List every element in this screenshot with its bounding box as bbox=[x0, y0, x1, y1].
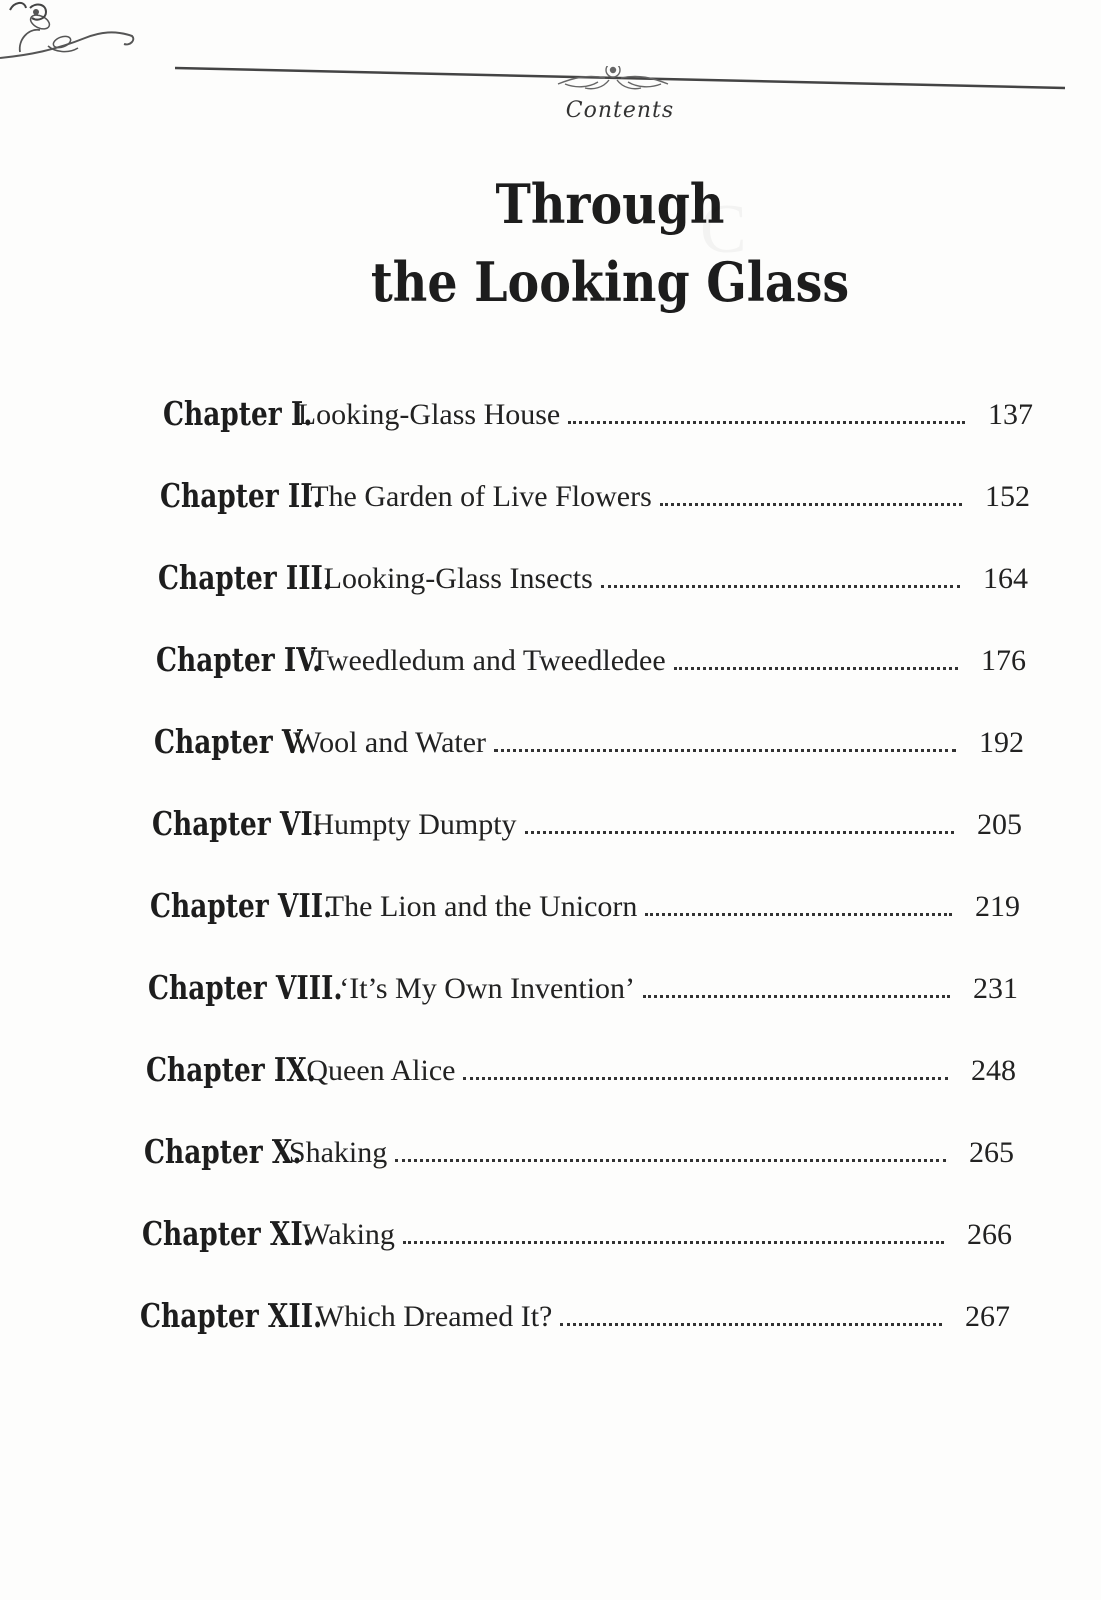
dot-leader bbox=[463, 1077, 948, 1080]
toc-entry[interactable] bbox=[144, 1108, 1014, 1171]
chapter-label: Chapter II. bbox=[160, 476, 322, 515]
dot-leader bbox=[403, 1241, 944, 1244]
chapter-title: Looking-Glass Insects bbox=[323, 562, 593, 595]
chapter-label: Chapter IV. bbox=[156, 640, 322, 679]
dot-leader bbox=[660, 503, 962, 506]
dot-leader bbox=[525, 831, 954, 834]
dot-leader bbox=[560, 1323, 942, 1326]
dot-leader bbox=[645, 913, 952, 916]
page-number: 137 bbox=[988, 398, 1033, 431]
dot-leader bbox=[395, 1159, 946, 1162]
chapter-title: Shaking bbox=[288, 1136, 388, 1169]
book-title bbox=[364, 165, 857, 321]
book-title-line-1: Through bbox=[495, 172, 725, 236]
chapter-label: Chapter VIII. bbox=[148, 968, 343, 1007]
chapter-title: Which Dreamed It? bbox=[315, 1300, 553, 1333]
dot-leader bbox=[643, 995, 950, 998]
book-title-line-2: the Looking Glass bbox=[370, 250, 850, 314]
header-rule-ornament bbox=[175, 66, 1065, 96]
page-number: 176 bbox=[981, 644, 1026, 677]
toc-entry[interactable] bbox=[148, 944, 1018, 1007]
page-number: 205 bbox=[977, 808, 1022, 841]
page-number: 267 bbox=[965, 1300, 1010, 1333]
chapter-label: Chapter IX. bbox=[146, 1050, 316, 1089]
page-number: 164 bbox=[983, 562, 1028, 595]
toc-entry[interactable] bbox=[152, 780, 1022, 843]
chapter-title: The Garden of Live Flowers bbox=[310, 480, 652, 513]
table-of-contents bbox=[0, 370, 1101, 1350]
toc-entry[interactable] bbox=[163, 370, 1033, 433]
chapter-label: Chapter V. bbox=[154, 722, 307, 761]
page-number: 152 bbox=[985, 480, 1030, 513]
chapter-title: Looking-Glass House bbox=[297, 398, 561, 431]
dot-leader bbox=[568, 421, 965, 424]
toc-entry[interactable] bbox=[156, 616, 1026, 679]
chapter-label: Chapter VI. bbox=[152, 804, 322, 843]
chapter-label: Chapter VII. bbox=[150, 886, 333, 925]
chapter-title: Queen Alice bbox=[306, 1054, 456, 1087]
chapter-title: Wool and Water bbox=[293, 726, 487, 759]
toc-entry[interactable] bbox=[150, 862, 1020, 925]
chapter-label: Chapter X. bbox=[144, 1132, 302, 1171]
chapter-label: Chapter XI. bbox=[142, 1214, 312, 1253]
toc-entry[interactable] bbox=[142, 1190, 1012, 1253]
toc-entry[interactable] bbox=[146, 1026, 1016, 1089]
dot-leader bbox=[674, 667, 958, 670]
chapter-label: Chapter I. bbox=[163, 394, 313, 433]
chapter-label: Chapter XII. bbox=[140, 1296, 323, 1335]
toc-entry[interactable] bbox=[140, 1272, 1010, 1335]
page-number: 192 bbox=[979, 726, 1024, 759]
toc-entry[interactable] bbox=[154, 698, 1024, 761]
running-head: Contents bbox=[565, 98, 675, 123]
dot-leader bbox=[601, 585, 960, 588]
bleed-through-text bbox=[700, 190, 747, 270]
page-number: 219 bbox=[975, 890, 1020, 923]
page-number: 248 bbox=[971, 1054, 1016, 1087]
page-number: 266 bbox=[967, 1218, 1012, 1251]
dot-leader bbox=[494, 749, 956, 752]
toc-entry[interactable] bbox=[158, 534, 1028, 597]
chapter-title: ‘It’s My Own Invention’ bbox=[339, 972, 636, 1005]
floral-corner-ornament bbox=[0, 0, 140, 75]
chapter-label: Chapter III. bbox=[158, 558, 333, 597]
chapter-title: Waking bbox=[302, 1218, 395, 1251]
chapter-title: Tweedledum and Tweedledee bbox=[310, 644, 666, 677]
page-number: 231 bbox=[973, 972, 1018, 1005]
page-number: 265 bbox=[969, 1136, 1014, 1169]
toc-entry[interactable] bbox=[160, 452, 1030, 515]
chapter-title: Humpty Dumpty bbox=[312, 808, 517, 841]
chapter-title: The Lion and the Unicorn bbox=[325, 890, 638, 923]
